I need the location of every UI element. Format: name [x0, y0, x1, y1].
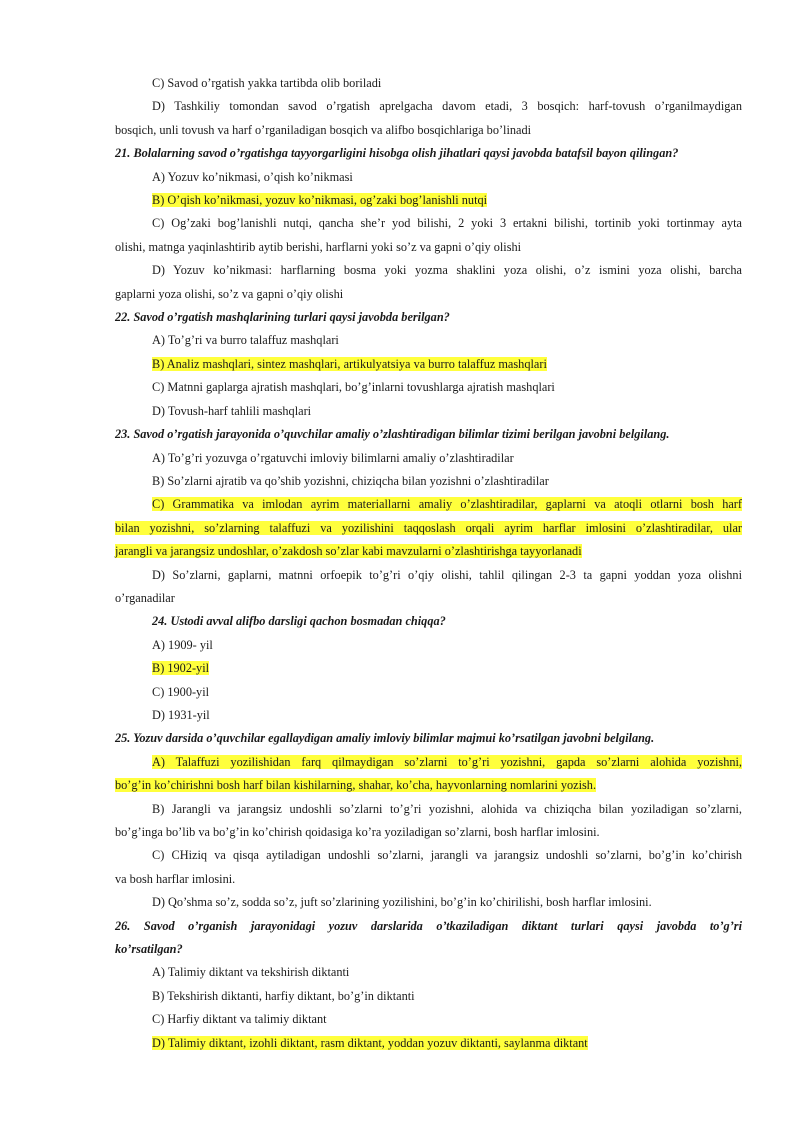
q25-option-b-continued: bo’g’inga bo’lib va bo’g’in ko’chirish qoidasiga ko’ra yoziladigan so’zlarni, bosh harflar imlosini. — [115, 825, 600, 839]
q23-option-c-continued: jarangli va jarangsiz undoshlar, o’zakdosh so’zlar kabi mavzularni o’zlashtirishga tayyorlanadi — [115, 544, 582, 559]
question-24: 24. Ustodi avval alifbo darsligi qachon bosmadan chiqqa? — [152, 614, 446, 629]
q25-option-a-highlighted: A) Talaffuzi yozilishidan farq qilmaydigan so’zlarni to’g’ri yozishni, gapda so’zlarni alohida yozishni, — [152, 754, 742, 769]
q25-option-a-continued: bo’g’in ko’chirishni bosh harf bilan kishilarning, shahar, ko’cha, hayvonlarning nomlarini yozish. — [115, 778, 597, 793]
q24-option-a: A) 1909- yil — [152, 637, 213, 652]
q21-option-c-continued: olishi, matnga yaqinlashtirib aytib berishi, harflarni yoki so’z va gapni o’qiy olishi — [115, 239, 522, 254]
q22-option-c: C) Matnni gaplarga ajratish mashqlari, bo’g’inlarni tovushlarga ajratish mashqlari — [152, 380, 555, 395]
q23-option-d: D) So’zlarni, gaplarni, matnni orfoepik to’g’ri o’qiy olishi, tahlil qilingan 2-3 ta gapni yoddan yoza olishni — [152, 567, 742, 582]
q24-option-b-highlighted: B) 1902-yil — [152, 661, 210, 676]
question-26: 26. Savod o’rganish jarayonidagi yozuv darslarida o’tkaziladigan diktant turlari qaysi javobda to’g’ri — [115, 918, 742, 933]
q23-option-c-continued: bilan yozishni, so’zlarning talaffuzi va yozilishini taqqoslash orqali ayrim harflar imlosini o’zlashtiradilar, ular — [115, 520, 742, 535]
option-line: C) Savod o’rgatish yakka tartibda olib boriladi — [152, 76, 382, 90]
q25-option-d: D) Qo’shma so’z, sodda so’z, juft so’zlarining yozilishini, bo’g’in ko’chirilishi, bosh harflar imlosini. — [152, 895, 652, 910]
q21-option-d: D) Yozuv ko’nikmasi: harflarning bosma yoki yozma shaklini yoza olishi, o’z ismini yoza olishi, barcha — [152, 263, 742, 278]
q26-option-b: B) Tekshirish diktanti, harfiy diktant, bo’g’in diktanti — [152, 988, 415, 1003]
q21-option-a: A) Yozuv ko’nikmasi, o’qish ko’nikmasi — [152, 169, 353, 184]
q21-option-d-continued: gaplarni yoza olishi, so’z va gapni o’qiy olishi — [115, 286, 344, 301]
q22-option-b-highlighted: B) Analiz mashqlari, sintez mashqlari, artikulyatsiya va burro talaffuz mashqlari — [152, 356, 547, 371]
question-22: 22. Savod o’rgatish mashqlarining turlari qaysi javobda berilgan? — [115, 310, 450, 325]
q22-option-d: D) Tovush-harf tahlili mashqlari — [152, 403, 312, 418]
question-25: 25. Yozuv darsida o’quvchilar egallaydigan amaliy imloviy bilimlar majmui ko’rsatilgan javobni belgilang. — [115, 731, 655, 746]
q23-option-a: A) To’g’ri yozuvga o’rgatuvchi imloviy bilimlarni amaliy o’zlashtiradilar — [152, 450, 514, 465]
q26-option-a: A) Talimiy diktant va tekshirish diktanti — [152, 965, 350, 980]
q23-option-d-continued: o’rganadilar — [115, 590, 175, 605]
q26-option-c: C) Harfiy diktant va talimiy diktant — [152, 1012, 327, 1027]
option-line: D) Tashkiliy tomondan savod o’rgatish aprelgacha davom etadi, 3 bosqich: harf-tovush o’rganilmaydigan — [152, 99, 742, 114]
q23-option-c-highlighted: C) Grammatika va imlodan ayrim materiallarni amaliy o’zlashtiradilar, gaplarni va atoqli otlarni bosh harf — [152, 497, 742, 512]
q22-option-a: A) To’g’ri va burro talaffuz mashqlari — [152, 333, 339, 348]
q25-option-c-continued: va bosh harflar imlosini. — [115, 871, 236, 886]
q24-option-d: D) 1931-yil — [152, 707, 210, 722]
q26-option-d-highlighted: D) Talimiy diktant, izohli diktant, rasm diktant, yoddan yozuv diktanti, saylanma diktant — [152, 1035, 588, 1050]
q24-option-c: C) 1900-yil — [152, 684, 210, 699]
document-page — [115, 72, 742, 1055]
option-line-continued: bosqich, unli tovush va harf o’rganiladigan bosqich va alifbo bosqichlariga bo’linadi — [115, 122, 532, 137]
question-26-continued: ko’rsatilgan? — [115, 942, 183, 957]
q25-option-c: C) CHiziq va qisqa aytiladigan undoshli so’zlarni, jarangli va jarangsiz undoshli so’zlarni, bo’g’in ko’chirish — [152, 848, 742, 863]
question-23: 23. Savod o’rgatish jarayonida o’quvchilar amaliy o’zlashtiradigan bilimlar tizimi berilgan javobni belgilang. — [115, 427, 670, 442]
question-21: 21. Bolalarning savod o’rgatishga tayyorgarligini hisobga olish jihatlari qaysi javobda batafsil bayon qilingan? — [115, 146, 679, 161]
q25-option-b: B) Jarangli va jarangsiz undoshli so’zlarni to’g’ri yozishni, alohida va chiziqcha bilan yoziladigan so’zlarni, — [152, 801, 742, 816]
q23-option-b: B) So’zlarni ajratib va qo’shib yozishni, chiziqcha bilan yozishni o’zlashtiradilar — [152, 473, 549, 488]
q21-option-c: C) Og’zaki bog’lanishli nutqi, qancha she’r yod bilishi, 2 yoki 3 ertakni bilishi, tortinib yoki tortinmay ayta — [152, 216, 742, 231]
q21-option-b-highlighted: B) O’qish ko’nikmasi, yozuv ko’nikmasi, og’zaki bog’lanishli nutqi — [152, 193, 488, 208]
